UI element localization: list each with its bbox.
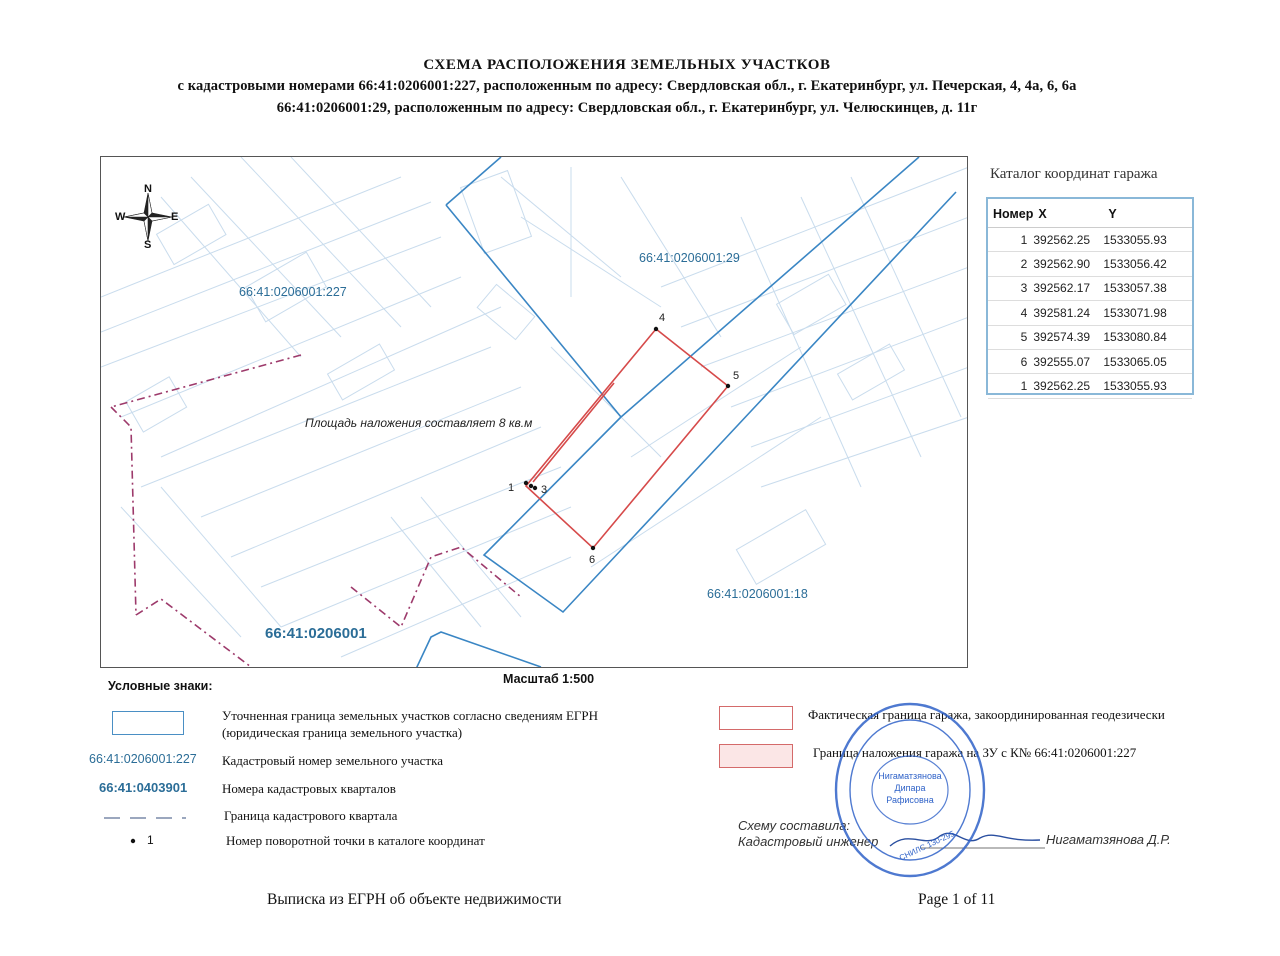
cell-x: 392581.24: [1033, 301, 1103, 325]
table-row: [988, 325, 1192, 349]
compass-north-label: N: [144, 183, 152, 195]
cell-number: 1: [988, 228, 1033, 252]
legend-parcel-number-text: Кадастровый номер земельного участка: [222, 753, 443, 768]
parcel-227-label: 66:41:0206001:227: [239, 285, 347, 299]
table-row: [988, 374, 1192, 398]
cell-number: 6: [988, 349, 1033, 373]
parcel-29-label: 66:41:0206001:29: [639, 251, 740, 265]
legend-garage-border-swatch: [719, 706, 793, 730]
cell-number: 4: [988, 301, 1033, 325]
legend-point-marker: [128, 836, 138, 846]
legend-parcel-number-sample: 66:41:0206001:227: [89, 752, 197, 766]
legend-quarter-number-sample: 66:41:0403901: [99, 780, 188, 795]
cell-y: 1533057.38: [1103, 276, 1192, 300]
cell-x: 392562.17: [1033, 276, 1103, 300]
stamp-text-3: Рафисовна: [886, 795, 934, 805]
signature-line-1: Схему составила:: [738, 818, 851, 833]
catalog-header-number: Номер: [988, 199, 1033, 228]
cell-x: 392562.25: [1033, 374, 1103, 398]
legend-parcel-border-swatch: [112, 711, 184, 735]
compass-west-label: W: [115, 211, 126, 223]
table-row: [988, 301, 1192, 325]
quarter-boundary-lines: [111, 355, 521, 667]
legend-overlap-text: Граница наложения гаража на ЗУ с К№ 66:41:0206001:227: [813, 745, 1137, 760]
table-row: [988, 349, 1192, 373]
cell-x: 392555.07: [1033, 349, 1103, 373]
cell-y: 1533071.98: [1103, 301, 1192, 325]
round-stamp: [832, 700, 988, 880]
legend-quarter-number-text: Номера кадастровых кварталов: [222, 781, 396, 796]
legend-parcel-border-text-2: (юридическая граница земельного участка): [222, 725, 463, 740]
legend-point-number-text: Номер поворотной точки в каталоге координат: [226, 833, 485, 848]
parcel-boundary-lines: [416, 157, 956, 668]
quarter-label: 66:41:0206001: [265, 625, 367, 642]
compass-east-label: E: [171, 211, 179, 223]
map-drawing: [101, 157, 968, 668]
cell-number: 1: [988, 374, 1033, 398]
catalog-title: Каталог координат гаража: [990, 166, 1158, 182]
cell-y: 1533055.93: [1103, 374, 1192, 398]
footer-left: Выписка из ЕГРН об объекте недвижимости: [267, 891, 562, 908]
cell-y: 1533080.84: [1103, 325, 1192, 349]
cell-number: 2: [988, 252, 1033, 276]
table-row: [988, 276, 1192, 300]
cell-number: 3: [988, 276, 1033, 300]
legend-quarter-boundary-line: [100, 810, 190, 824]
engineer-name: Нигаматзянова Д.Р.: [1046, 832, 1171, 847]
coordinate-catalog-table: [986, 197, 1194, 395]
cell-x: 392562.25: [1033, 228, 1103, 252]
table-row: [988, 228, 1192, 252]
compass-south-label: S: [144, 239, 152, 251]
background-survey-lines: [101, 157, 968, 657]
stamp-text-1: Нигаматзянова: [878, 771, 942, 781]
cell-y: 1533065.05: [1103, 349, 1192, 373]
catalog-header-row: [988, 199, 1192, 228]
turning-point-markers: [524, 327, 730, 550]
parcel-18-label: 66:41:0206001:18: [707, 587, 808, 601]
subtitle-line-2: 66:41:0206001:29, расположенным по адресу: Свердловская обл., г. Екатеринбург, ул. Челюскинцев, д. 11г: [276, 100, 978, 116]
signature-line-2: Кадастровый инженер: [738, 834, 879, 849]
point-3-label: 3: [541, 484, 548, 496]
cell-x: 392574.39: [1033, 325, 1103, 349]
point-5-label: 5: [733, 370, 740, 382]
overlap-area-text: Площадь наложения составляет 8 кв.м: [305, 416, 533, 430]
garage-boundary: [526, 329, 728, 548]
stamp-text-snils: СНИЛС 130-295: [897, 828, 956, 863]
cell-x: 392562.90: [1033, 252, 1103, 276]
table-row: [988, 252, 1192, 276]
cell-y: 1533056.42: [1103, 252, 1192, 276]
page-title: СХЕМА РАСПОЛОЖЕНИЯ ЗЕМЕЛЬНЫХ УЧАСТКОВ: [423, 57, 831, 73]
legend-point-number-sample: 1: [147, 833, 154, 847]
cell-number: 5: [988, 325, 1033, 349]
cadastral-map: [100, 156, 968, 668]
cell-y: 1533055.93: [1103, 228, 1192, 252]
point-1-label: 1: [508, 482, 515, 494]
legend-quarter-boundary-text: Граница кадастрового квартала: [224, 808, 398, 823]
catalog-header-y: Y: [1103, 199, 1192, 228]
footer-page-number: Page 1 of 11: [918, 891, 996, 908]
map-scale: Масштаб 1:500: [503, 672, 595, 686]
catalog-header-x: X: [1033, 199, 1103, 228]
point-6-label: 6: [589, 554, 596, 566]
legend-parcel-border-text: Уточненная граница земельных участков согласно сведениям ЕГРН: [222, 708, 599, 723]
compass-rose: [124, 193, 172, 241]
subtitle-line-1: с кадастровыми номерами 66:41:0206001:227, расположенным по адресу: Свердловская обл., г. Екатеринбург, ул. Печерская, 4, 4а, 6, 6а: [177, 78, 1077, 94]
stamp-text-2: Дипара: [894, 783, 926, 793]
legend-garage-border-text: Фактическая граница гаража, закоординированная геодезически: [808, 707, 1165, 722]
legend-title: Условные знаки:: [108, 679, 213, 693]
legend-overlap-swatch: [719, 744, 793, 768]
point-4-label: 4: [659, 312, 666, 324]
